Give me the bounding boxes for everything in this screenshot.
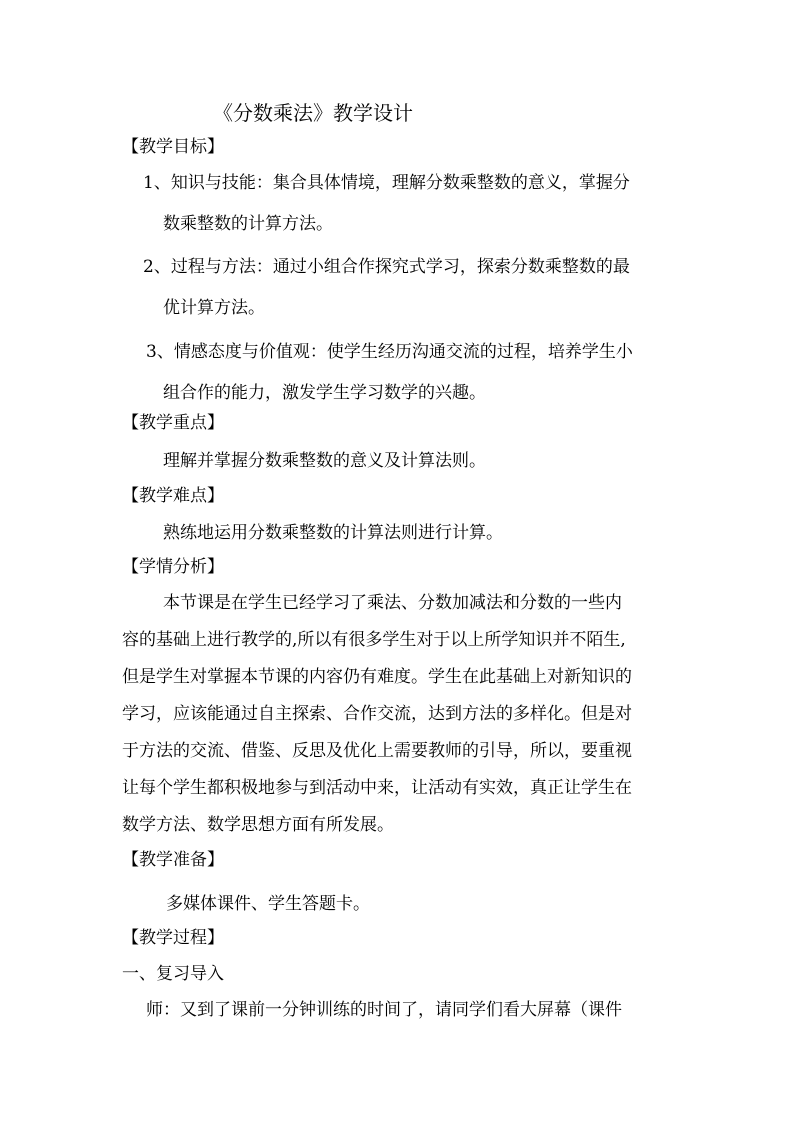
goal-item-3-line-1: 3、情感态度与价值观：使学生经历沟通交流的过程，培养学生小: [146, 342, 633, 362]
section-heading-key-points: 【教学重点】: [122, 413, 224, 433]
process-sub-heading: 一、复习导入: [122, 964, 224, 984]
difficulties-text: 熟练地运用分数乘整数的计算法则进行计算。: [163, 523, 503, 543]
preparation-text: 多媒体课件、学生答题卡。: [166, 894, 370, 914]
analysis-line-6: 让每个学生都积极地参与到活动中来，让活动有实效，真正让学生在: [122, 778, 632, 798]
goal-item-2-line-2: 优计算方法。: [163, 298, 265, 318]
analysis-line-3: 但是学生对掌握本节课的内容仍有难度。学生在此基础上对新知识的: [122, 667, 632, 687]
goal-item-1-line-2: 数乘整数的计算方法。: [163, 214, 333, 234]
analysis-line-2: 容的基础上进行教学的,所以有很多学生对于以上所学知识并不陌生,: [122, 630, 626, 650]
section-heading-analysis: 【学情分析】: [122, 557, 224, 577]
section-heading-difficulties: 【教学难点】: [122, 486, 224, 506]
document-title: 《分数乘法》教学设计: [213, 101, 413, 125]
analysis-line-1: 本节课是在学生已经学习了乘法、分数加减法和分数的一些内: [163, 593, 622, 613]
key-points-text: 理解并掌握分数乘整数的意义及计算法则。: [163, 451, 486, 471]
analysis-line-5: 于方法的交流、借鉴、反思及优化上需要教师的引导，所以，要重视: [122, 741, 632, 761]
section-heading-preparation: 【教学准备】: [122, 850, 224, 870]
goal-item-2-line-1: 2、过程与方法：通过小组合作探究式学习，探索分数乘整数的最: [143, 257, 630, 277]
analysis-line-7: 数学方法、数学思想方面有所发展。: [122, 815, 394, 835]
section-heading-process: 【教学过程】: [122, 928, 224, 948]
analysis-line-4: 学习，应该能通过自主探索、合作交流，达到方法的多样化。但是对: [122, 704, 632, 724]
goal-item-3-line-2: 组合作的能力，激发学生学习数学的兴趣。: [163, 383, 486, 403]
process-text: 师：又到了课前一分钟训练的时间了，请同学们看大屏幕（课件: [146, 1000, 622, 1020]
section-heading-goals: 【教学目标】: [122, 137, 224, 157]
goal-item-1-line-1: 1、知识与技能：集合具体情境，理解分数乘整数的意义，掌握分: [143, 173, 630, 193]
